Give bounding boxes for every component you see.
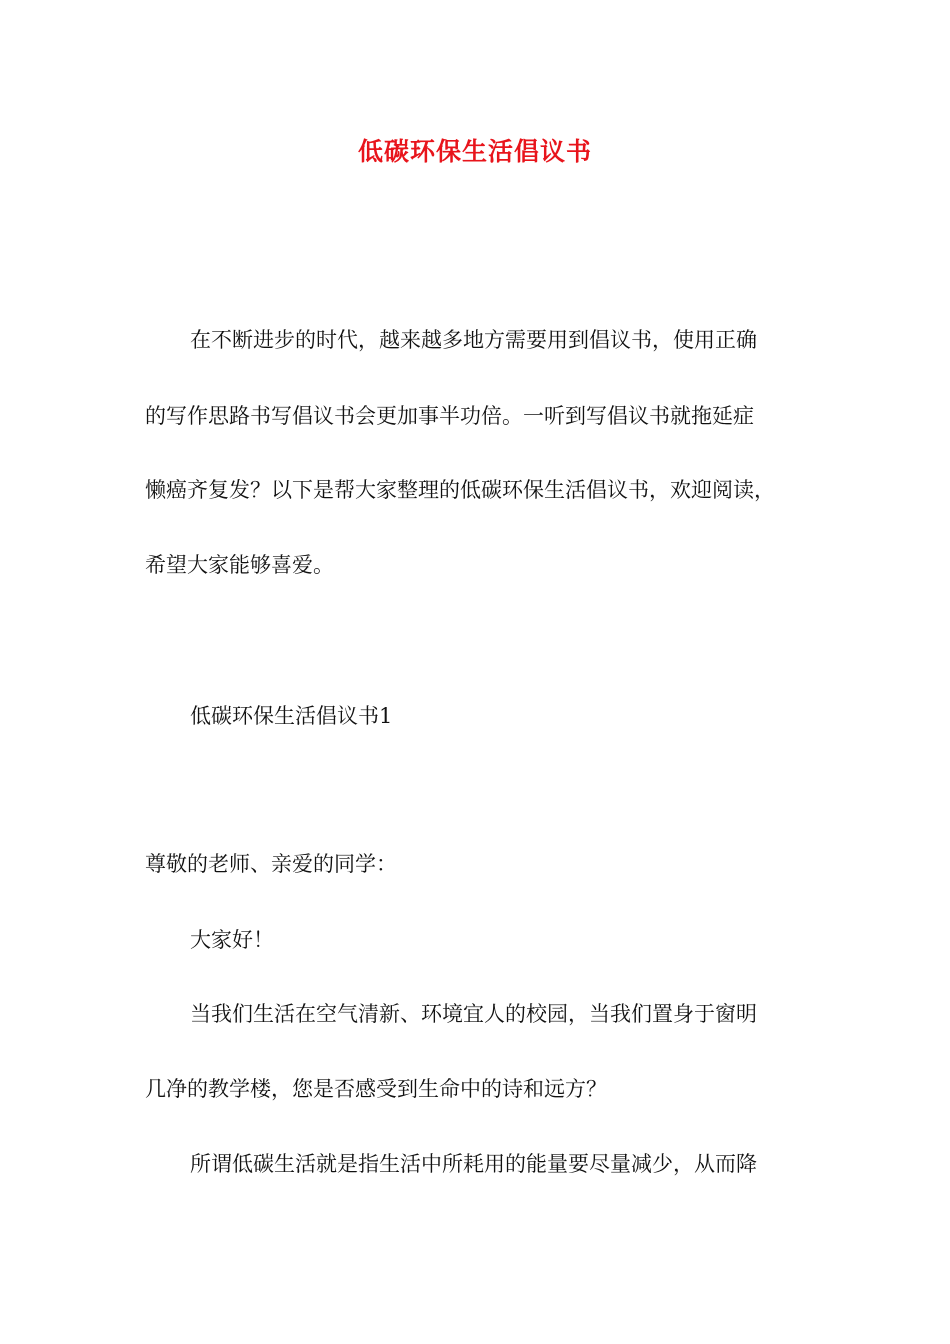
- intro-line-1: 在不断进步的时代，越来越多地方需要用到倡议书，使用正确: [190, 328, 757, 352]
- intro-line-4: 希望大家能够喜爱。: [145, 553, 334, 577]
- body-line-1: 当我们生活在空气清新、环境宜人的校园，当我们置身于窗明: [190, 1002, 757, 1026]
- document-title: 低碳环保生活倡议书: [357, 137, 592, 166]
- body-line-3: 所谓低碳生活就是指生活中所耗用的能量要尽量减少，从而降: [190, 1152, 757, 1176]
- greeting: 大家好！: [190, 928, 274, 952]
- body-line-2: 几净的教学楼，您是否感受到生命中的诗和远方？: [145, 1077, 607, 1101]
- salutation: 尊敬的老师、亲爱的同学：: [145, 852, 397, 876]
- section-heading: 低碳环保生活倡议书1: [190, 704, 393, 728]
- intro-line-2: 的写作思路书写倡议书会更加事半功倍。一听到写倡议书就拖延症: [145, 404, 754, 428]
- intro-line-3: 懒癌齐复发？以下是帮大家整理的低碳环保生活倡议书，欢迎阅读，: [145, 478, 775, 502]
